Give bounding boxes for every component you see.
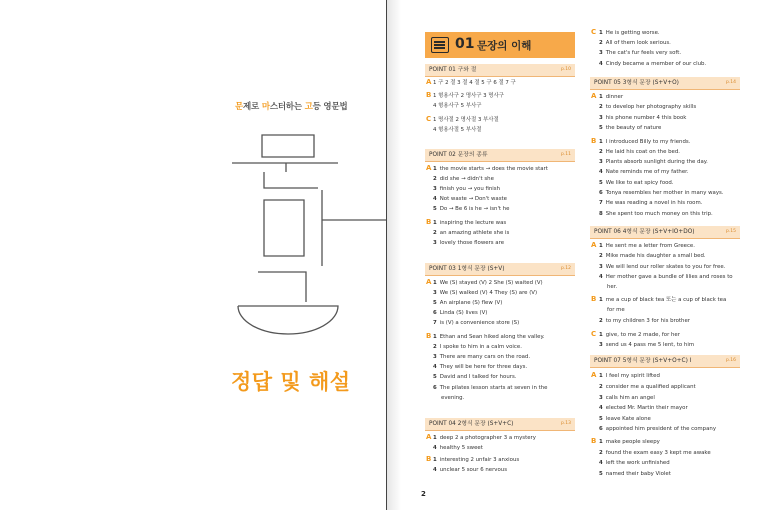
answer-text: dinner (605, 94, 624, 100)
answer-line (599, 139, 690, 146)
answer-line (599, 61, 706, 68)
answer-line (433, 230, 509, 237)
answer-line (599, 149, 680, 156)
answer-number: 1 (599, 243, 603, 249)
answer-number: 1 (599, 439, 603, 445)
answer-number: 5 (599, 180, 603, 186)
point-header (590, 355, 740, 368)
answer-line (433, 290, 537, 297)
answer-text: to my children 3 for his brother (605, 318, 690, 324)
answer-text: 1 형용사구 2 명사구 3 명사구 (433, 93, 504, 99)
answer-text: elected Mr. Martin their mayor (605, 405, 688, 411)
answer-text: Her mother gave a bundle of lilies and roses to (605, 274, 733, 280)
answer-number: 8 (599, 211, 603, 217)
answer-line (433, 220, 506, 227)
answer-line (433, 435, 536, 442)
answer-text: for me (607, 307, 625, 313)
point-header (425, 64, 575, 77)
answer-line (433, 467, 507, 474)
answer-line (433, 334, 545, 341)
answer-number: 3 (433, 186, 437, 192)
answer-number: 1 (433, 280, 437, 286)
answer-number: 5 (599, 471, 603, 477)
answer-line (599, 384, 696, 391)
answer-text: make people sleepy (605, 439, 660, 445)
answer-line (433, 457, 519, 464)
answer-number: 6 (433, 385, 437, 391)
answer-number: 4 (599, 274, 603, 280)
exercise-marker: B (426, 332, 432, 340)
chapter-title: 문장의 이해 (477, 40, 532, 52)
answer-text: Plants absorb sunlight during the day. (605, 159, 708, 165)
answer-text: 1 구 2 절 3 절 4 절 5 구 6 절 7 구 (433, 80, 516, 86)
point-page-ref: p.15 (725, 229, 736, 234)
answer-number: 1 (433, 334, 437, 340)
answer-line (599, 405, 688, 412)
answer-number: 4 (599, 405, 603, 411)
answer-text: found the exam easy 3 kept me awake (605, 450, 711, 456)
answer-line (433, 80, 516, 87)
answer-number: 4 (433, 364, 437, 370)
answer-number: 6 (599, 190, 603, 196)
answer-text: I feel my spirit lifted (605, 373, 660, 379)
answer-number: 1 (433, 457, 437, 463)
answer-line (433, 310, 487, 317)
answer-text: the beauty of nature (605, 125, 662, 131)
exercise-marker: A (591, 241, 597, 249)
point-page-ref: p.13 (560, 421, 571, 426)
point-header (590, 226, 740, 239)
answer-number: 2 (599, 384, 603, 390)
answer-text: They will be here for three days. (439, 364, 528, 370)
answer-text: evening. (441, 395, 465, 401)
answer-number: 2 (433, 230, 437, 236)
answer-number: 2 (599, 450, 603, 456)
answer-line (599, 318, 690, 325)
list-icon (431, 37, 449, 53)
answer-number: 1 (433, 435, 437, 441)
answer-text: Ethan and Sean hiked along the valley. (439, 334, 545, 340)
point-page-ref: p.11 (560, 152, 571, 157)
point-label: POINT 01 구와 절 (429, 67, 477, 73)
answer-text: did she → didn't she (439, 176, 494, 182)
point-header (425, 263, 575, 276)
answer-number: 5 (433, 206, 437, 212)
answer-line (599, 200, 702, 207)
answer-line (433, 320, 519, 327)
answer-line (599, 426, 716, 433)
answer-line (433, 364, 527, 371)
exercise-marker: B (591, 437, 597, 445)
point-page-ref: p.16 (725, 358, 736, 363)
exercise-marker: C (426, 115, 432, 123)
answer-text: He sent me a letter from Greece. (605, 243, 695, 249)
exercise-marker: A (426, 78, 432, 86)
answer-text: 4 형용사절 5 부사절 (433, 127, 482, 133)
answer-text: send us 4 pass me 5 lent, to him (605, 342, 695, 348)
answer-number: 2 (599, 104, 603, 110)
point-header (425, 418, 575, 431)
answer-line (599, 94, 623, 101)
answer-number: 4 (599, 169, 603, 175)
answer-line (599, 30, 660, 37)
answer-text: healthy 5 sweet (439, 445, 483, 451)
answer-line (433, 300, 502, 307)
answer-line (433, 240, 504, 247)
answer-text: The cat's fur feels very soft. (605, 50, 682, 56)
answer-number: 3 (433, 354, 437, 360)
answer-text: The pilates lesson starts at seven in the (439, 385, 548, 391)
answer-number: 3 (433, 240, 437, 246)
answer-text: leave Kate alone (605, 416, 651, 422)
exercise-marker: B (426, 218, 432, 226)
answer-number: 2 (599, 149, 603, 155)
spine-shadow (387, 0, 401, 510)
answer-line (599, 297, 726, 304)
answer-number: 2 (599, 40, 603, 46)
answer-line (433, 206, 510, 213)
answer-text: appointed him president of the company (605, 426, 717, 432)
answer-text: All of them look serious. (605, 40, 671, 46)
answer-line (599, 211, 713, 218)
answer-text: me a cup of black tea 또는 a cup of black tea (605, 297, 727, 303)
exercise-marker: A (426, 164, 432, 172)
answer-number: 2 (599, 253, 603, 259)
answer-line (599, 274, 733, 281)
answer-number: 4 (433, 467, 437, 473)
answer-number: 1 (599, 297, 603, 303)
point-page-ref: p.14 (725, 80, 736, 85)
answer-number: 1 (599, 332, 603, 338)
answer-text: lovely those flowers are (439, 240, 505, 246)
answer-line (599, 159, 708, 166)
answer-line (433, 280, 543, 287)
answer-number: 1 (433, 166, 437, 172)
point-header (425, 149, 575, 162)
answer-line (433, 166, 548, 173)
answer-text: Not waste → Don't waste (439, 196, 507, 202)
answer-number: 3 (599, 115, 603, 121)
munmago-logo (0, 0, 386, 510)
answer-number: 7 (433, 320, 437, 326)
answer-text: 1 명사절 2 명사절 3 부사절 (433, 117, 499, 123)
answer-number: 1 (599, 94, 603, 100)
answer-text: left the work unfinished (605, 460, 670, 466)
answer-text: We (S) stayed (V) 2 She (S) waited (V) (439, 280, 543, 286)
answer-line (599, 40, 671, 47)
answer-text: She spent too much money on this trip. (605, 211, 713, 217)
exercise-marker: B (591, 137, 597, 145)
answer-line (599, 416, 651, 423)
answer-number: 1 (599, 139, 603, 145)
answer-number: 5 (433, 374, 437, 380)
answer-number: 7 (599, 200, 603, 206)
answer-text: There are many cars on the road. (439, 354, 531, 360)
point-label: POINT 05 3형식 문장 (S+V+O) (594, 80, 679, 86)
answer-text: 4 형용사구 5 부사구 (433, 103, 482, 109)
exercise-marker: C (591, 330, 597, 338)
book-title: 정답 및 해설 (231, 370, 351, 394)
chapter-number: 01 (455, 36, 475, 52)
answer-text: David and I talked for hours. (439, 374, 517, 380)
answer-number: 2 (433, 176, 437, 182)
answer-line (599, 243, 695, 250)
answer-number: 3 (599, 159, 603, 165)
answer-text: We will lend our roller skates to you for free. (605, 264, 726, 270)
answer-text: I introduced Billy to my friends. (605, 139, 691, 145)
answer-line (433, 103, 481, 110)
answer-text: He is getting worse. (605, 30, 660, 36)
answer-line (599, 169, 689, 176)
answer-line (599, 180, 674, 187)
answer-text: Cindy became a member of our club. (605, 61, 707, 67)
answer-line (433, 186, 500, 193)
answer-line (599, 104, 696, 111)
answer-line (599, 190, 724, 197)
answer-line (599, 125, 661, 132)
answer-line (441, 395, 464, 402)
answer-text: Mike made his daughter a small bed. (605, 253, 706, 259)
answer-text: her. (607, 284, 618, 290)
answer-text: Do → Be 6 is he → isn't he (439, 206, 510, 212)
answer-number: 5 (433, 300, 437, 306)
answer-number: 1 (599, 373, 603, 379)
answer-text: Nate reminds me of my father. (605, 169, 689, 175)
answer-number: 4 (433, 445, 437, 451)
point-page-ref: p.12 (560, 266, 571, 271)
answer-number: 5 (599, 416, 603, 422)
answer-line (599, 264, 725, 271)
answer-line (433, 445, 483, 452)
answer-line (433, 385, 547, 392)
answer-line (599, 471, 671, 478)
answer-number: 4 (599, 460, 603, 466)
answer-text: calls him an angel (605, 395, 655, 401)
answer-text: I spoke to him in a calm voice. (439, 344, 522, 350)
answer-number: 3 (433, 290, 437, 296)
answer-text: deep 2 a photographer 3 a mystery (439, 435, 536, 441)
answer-text: inspiring the lecture was (439, 220, 507, 226)
answer-line (433, 117, 499, 124)
answer-line (599, 460, 670, 467)
exercise-marker: B (591, 295, 597, 303)
point-label: POINT 02 문장의 종류 (429, 152, 488, 158)
point-label: POINT 07 5형식 문장 (S+V+O+C) I (594, 358, 692, 364)
answer-number: 2 (599, 318, 603, 324)
answer-line (599, 342, 694, 349)
answer-line (599, 373, 660, 380)
exercise-marker: B (426, 91, 432, 99)
exercise-marker: A (591, 92, 597, 100)
series-title: 문제로 마스터하는 고등 영문법 (235, 102, 348, 112)
answer-text: We (S) walked (V) 4 They (S) are (V) (439, 290, 538, 296)
answer-text: his phone number 4 this book (605, 115, 687, 121)
answer-text: He was reading a novel in his room. (605, 200, 703, 206)
answer-line (433, 127, 481, 134)
answer-line (433, 354, 530, 361)
answer-line (599, 50, 681, 57)
exercise-marker: A (426, 433, 432, 441)
point-label: POINT 03 1형식 문장 (S+V) (429, 266, 505, 272)
exercise-marker: A (426, 278, 432, 286)
answer-line (599, 332, 680, 339)
answer-number: 6 (433, 310, 437, 316)
cover-page (0, 0, 386, 510)
answer-text: to develop her photography skills (605, 104, 697, 110)
answer-text: is (V) a convenience store (S) (439, 320, 520, 326)
answer-line (433, 93, 504, 100)
answer-text: the movie starts → does the movie start (439, 166, 548, 172)
exercise-marker: B (426, 455, 432, 463)
answer-text: He laid his coat on the bed. (605, 149, 680, 155)
answer-number: 5 (599, 125, 603, 131)
answer-number: 3 (599, 264, 603, 270)
answer-text: unclear 5 sour 6 nervous (439, 467, 508, 473)
answer-line (433, 344, 522, 351)
answer-text: named their baby Violet (605, 471, 671, 477)
answer-line (433, 196, 507, 203)
answer-line (599, 253, 706, 260)
point-page-ref: p.10 (560, 67, 571, 72)
chapter-banner (425, 32, 575, 58)
answer-number: 3 (599, 50, 603, 56)
page-number: 2 (421, 490, 426, 498)
answer-line (599, 115, 686, 122)
point-header (590, 77, 740, 90)
answer-line (433, 374, 517, 381)
exercise-marker: C (591, 28, 597, 36)
answer-text: give, to me 2 made, for her (605, 332, 680, 338)
answer-number: 4 (433, 196, 437, 202)
answer-line (599, 450, 711, 457)
answer-text: finish you → you finish (439, 186, 501, 192)
answer-text: Tonya resembles her mother in many ways. (605, 190, 724, 196)
answer-text: interesting 2 unfair 3 anxious (439, 457, 520, 463)
answer-number: 3 (599, 395, 603, 401)
answer-number: 2 (433, 344, 437, 350)
answer-text: consider me a qualified applicant (605, 384, 696, 390)
answer-text: We like to eat spicy food. (605, 180, 674, 186)
answer-line (607, 284, 617, 291)
answer-line (599, 395, 655, 402)
answer-number: 4 (599, 61, 603, 67)
answer-line (433, 176, 494, 183)
point-label: POINT 06 4형식 문장 (S+V+IO+DO) (594, 229, 695, 235)
point-label: POINT 04 2형식 문장 (S+V+C) (429, 421, 514, 427)
answer-number: 1 (433, 220, 437, 226)
answer-number: 1 (599, 30, 603, 36)
answer-number: 6 (599, 426, 603, 432)
answer-text: an amazing athlete she is (439, 230, 510, 236)
answer-line (607, 307, 625, 314)
answer-text: Linda (S) lives (V) (439, 310, 488, 316)
answer-number: 3 (599, 342, 603, 348)
exercise-marker: A (591, 371, 597, 379)
answer-text: An airplane (S) flew (V) (439, 300, 503, 306)
answer-line (599, 439, 660, 446)
